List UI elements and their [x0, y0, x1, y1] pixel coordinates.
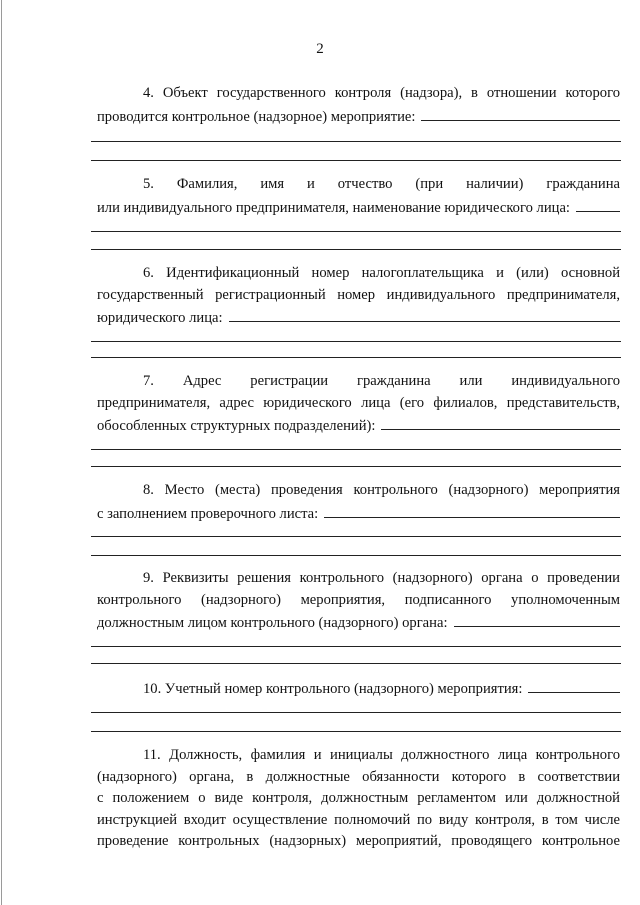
item-11-line-4: инструкцией входит осуществление полномочий по виду контроля, в том числе: [97, 811, 620, 828]
item-5-input[interactable]: [576, 196, 620, 212]
item-5: [97, 174, 620, 219]
item-9-line-1: 9. Реквизиты решения контрольного (надзорного) органа о проведении: [143, 570, 620, 586]
item-7-answer-line[interactable]: [91, 466, 621, 467]
item-11: [97, 745, 620, 853]
item-7-answer-line[interactable]: [91, 449, 621, 450]
item-4-line-2: проводится контрольное (надзорное) мероприятие:: [97, 105, 620, 129]
item-11-line-5: проведение контрольных (надзорных) мероприятий, проводящего контрольное: [97, 833, 620, 849]
item-9-input[interactable]: [454, 611, 620, 627]
item-6-answer-line[interactable]: [91, 341, 621, 342]
item-6-input[interactable]: [229, 306, 620, 322]
item-8-line-2: с заполнением проверочного листа:: [97, 502, 620, 526]
item-7-line-2: предпринимателя, адрес юридического лица (его филиалов, представительств,: [97, 394, 620, 411]
item-6-line-1: 6. Идентификационный номер налогоплательщика и (или) основной: [143, 265, 620, 281]
item-11-line-1: 11. Должность, фамилия и инициалы должностного лица контрольного: [143, 747, 620, 763]
item-5-line-1: 5. Фамилия, имя и отчество (при наличии) гражданина: [143, 176, 620, 192]
item-6-answer-line[interactable]: [91, 357, 621, 358]
item-11-line-2: (надзорного) органа, в должностные обязанности которого в соответствии: [97, 768, 620, 785]
page-number: 2: [316, 41, 324, 57]
item-8-answer-line[interactable]: [91, 555, 621, 556]
item-7-line-1: 7. Адрес регистрации гражданина или индивидуального: [143, 373, 620, 389]
item-9-line-2: контрольного (надзорного) мероприятия, подписанного уполномоченным: [97, 591, 620, 608]
item-9: [97, 568, 620, 635]
item-4-line-1: 4. Объект государственного контроля (надзора), в отношении которого: [143, 85, 620, 101]
item-6-line-3: юридического лица:: [97, 306, 620, 330]
item-10-answer-line[interactable]: [91, 731, 621, 732]
item-5-line-2: или индивидуального предпринимателя, наименование юридического лица:: [97, 196, 620, 220]
item-11-line-3: с положением о виде контроля, должностным регламентом или должностной: [97, 790, 620, 806]
item-4: [97, 83, 620, 128]
item-7-line-3: обособленных структурных подразделений):: [97, 414, 620, 438]
item-7: [97, 371, 620, 438]
item-8: [97, 480, 620, 525]
item-4-answer-line[interactable]: [91, 141, 621, 142]
item-6-line-2: государственный регистрационный номер индивидуального предпринимателя,: [97, 286, 620, 303]
item-10-answer-line[interactable]: [91, 712, 621, 713]
item-10-line-1: 10. Учетный номер контрольного (надзорного) мероприятия:: [97, 677, 620, 701]
item-6: [97, 263, 620, 330]
item-5-answer-line[interactable]: [91, 231, 621, 232]
page-edge: [1, 0, 2, 905]
item-10: [97, 677, 620, 701]
item-7-input[interactable]: [381, 414, 620, 430]
item-10-input[interactable]: [528, 677, 620, 693]
item-8-input[interactable]: [324, 502, 620, 518]
item-9-answer-line[interactable]: [91, 646, 621, 647]
item-9-answer-line[interactable]: [91, 663, 621, 664]
item-5-answer-line[interactable]: [91, 249, 621, 250]
item-4-input[interactable]: [421, 105, 620, 121]
item-4-answer-line[interactable]: [91, 160, 621, 161]
item-8-line-1: 8. Место (места) проведения контрольного (надзорного) мероприятия: [143, 482, 620, 498]
item-8-answer-line[interactable]: [91, 536, 621, 537]
item-9-line-3: должностным лицом контрольного (надзорного) органа:: [97, 611, 620, 635]
